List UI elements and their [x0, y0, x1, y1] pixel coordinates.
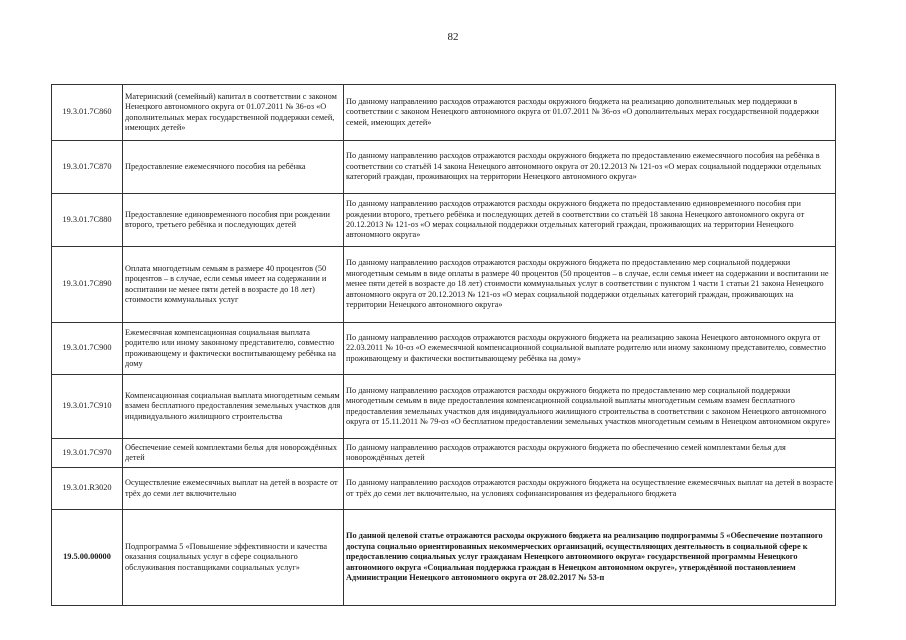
row-description: По данному направлению расходов отражаются расходы окружного бюджета по обеспечению семей комплектами белья для новорождённых детей — [344, 439, 836, 468]
table-row — [52, 247, 836, 323]
table-row-subprogram — [52, 510, 836, 606]
row-code: 19.3.01.7С880 — [52, 194, 123, 247]
row-description: По данному направлению расходов отражаются расходы окружного бюджета по предоставлению единовременного пособия при рождении второго, третьего ребёнка и последующих детей в соответствии со статьёй 18 закона Ненецкого автономного округа от 20.12.2013 № 121-оз «О мерах социальной поддержки отдельных категорий граждан, проживающих на территории Ненецкого автономного округа» — [344, 194, 836, 247]
row-name: Предоставление ежемесячного пособия на ребёнка — [123, 141, 344, 194]
row-description: По данному направлению расходов отражаются расходы окружного бюджета на реализацию дополнительных мер поддержки в соответствии с законом Ненецкого автономного округа от 01.07.2011 № 36-оз «О дополнительных мерах государственной поддержки семей, имеющих детей» — [344, 85, 836, 141]
page-number: 82 — [447, 31, 459, 43]
table-row — [52, 323, 836, 375]
row-name: Ежемесячная компенсационная социальная выплата родителю или иному законному представителю, совместно проживающему и фактически воспитывающему ребёнка на дому — [123, 323, 344, 375]
row-description: По данной целевой статье отражаются расходы окружного бюджета на реализацию подпрограммы 5 «Обеспечение поэтапного доступа социально ориентированных некоммерческих организаций, осуществляющих деятельность в социальной сфере к предоставлению социальных услуг гражданам Ненецкого автономного округа» государственной программы Ненецкого автономного округа «Социальная поддержка граждан в Ненецком автономном округе», утверждённой постановлением Администрации Ненецкого автономного округа от 28.02.2017 № 53-п — [344, 510, 836, 606]
budget-codes-table — [51, 84, 836, 606]
row-name: Предоставление единовременного пособия при рождении второго, третьего ребёнка и последующих детей — [123, 194, 344, 247]
row-code: 19.3.01.R3020 — [52, 468, 123, 510]
row-code: 19.3.01.7С970 — [52, 439, 123, 468]
table-row — [52, 85, 836, 141]
table-row — [52, 468, 836, 510]
table-row — [52, 141, 836, 194]
row-code: 19.3.01.7С910 — [52, 375, 123, 439]
row-name: Обеспечение семей комплектами белья для новорождённых детей — [123, 439, 344, 468]
row-description: По данному направлению расходов отражаются расходы окружного бюджета по предоставлению ежемесячного пособия на ребёнка в соответствии со статьёй 14 закона Ненецкого автономного округа от 20.12.2013 № 121-оз «О мерах социальной поддержки отдельных категорий граждан, проживающих на территории Ненецкого автономного округа» — [344, 141, 836, 194]
row-name: Материнский (семейный) капитал в соответствии с законом Ненецкого автономного округа от 01.07.2011 № 36-оз «О дополнительных мерах государственной поддержки семей, имеющих детей» — [123, 85, 344, 141]
table-row — [52, 375, 836, 439]
row-name: Оплата многодетным семьям в размере 40 процентов (50 процентов – в случае, если семья имеет на содержании и воспитании не менее пяти детей в возрасте до 18 лет) стоимости коммунальных услуг — [123, 247, 344, 323]
row-description: По данному направлению расходов отражаются расходы окружного бюджета по предоставлению мер социальной поддержки многодетным семьям в виде оплаты в размере 40 процентов (50 процентов – в случае, если семья имеет на содержании и воспитании не менее пяти детей в возрасте до 18 лет) стоимости коммунальных услуг в соответствии с пунктом 1 части 1 статьи 21 закона Ненецкого автономного округа от 20.12.2013 № 121-оз «О мерах социальной поддержки отдельных категорий граждан, проживающих на территории Ненецкого автономного округа» — [344, 247, 836, 323]
table-row — [52, 194, 836, 247]
row-code: 19.5.00.00000 — [52, 510, 123, 606]
row-code: 19.3.01.7С900 — [52, 323, 123, 375]
row-code: 19.3.01.7С860 — [52, 85, 123, 141]
row-description: По данному направлению расходов отражаются расходы окружного бюджета на осуществление ежемесячных выплат на детей в возрасте от трёх до семи лет включительно, на условиях софинансирования из федерального бюджета — [344, 468, 836, 510]
row-name: Подпрограмма 5 «Повышение эффективности и качества оказания социальных услуг в сфере социального обслуживания поставщиками социальных услуг» — [123, 510, 344, 606]
table-row — [52, 439, 836, 468]
row-name: Компенсационная социальная выплата многодетным семьям взамен бесплатного предоставления земельных участков для индивидуального жилищного строительства — [123, 375, 344, 439]
row-code: 19.3.01.7С890 — [52, 247, 123, 323]
row-code: 19.3.01.7С870 — [52, 141, 123, 194]
row-description: По данному направлению расходов отражаются расходы окружного бюджета по предоставлению мер социальной поддержки многодетным семьям в виде предоставления компенсационной социальной выплаты многодетным семьям взамен бесплатного предоставления земельных участков для индивидуального жилищного строительства в соответствии с законом Ненецкого автономного округа от 15.11.2011 № 79-оз «О бесплатном предоставлении земельных участков многодетным семьям в Ненецком автономном округе» — [344, 375, 836, 439]
row-name: Осуществление ежемесячных выплат на детей в возрасте от трёх до семи лет включительно — [123, 468, 344, 510]
row-description: По данному направлению расходов отражаются расходы окружного бюджета на реализацию закона Ненецкого автономного округа от 22.03.2011 № 10-оз «О ежемесячной компенсационной социальной выплате родителю или иному законному представителю, совместно проживающему и фактически воспитывающему ребёнка на дому» — [344, 323, 836, 375]
